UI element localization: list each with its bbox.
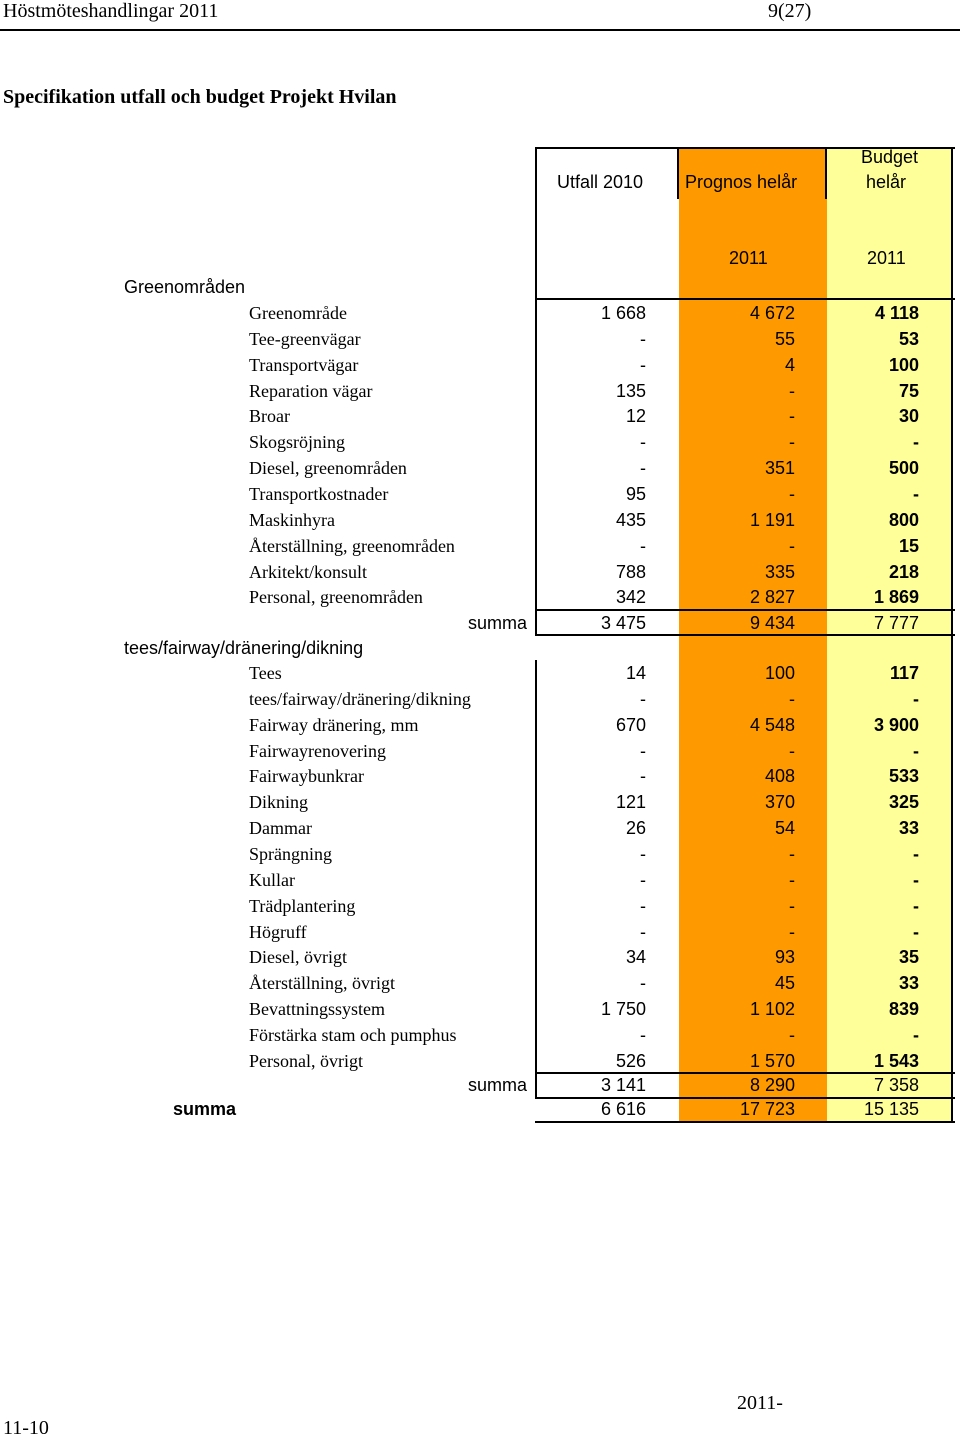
row-budget-value: 533 — [888, 766, 919, 786]
section-summa-prognos: 9 434 — [749, 613, 795, 633]
row-label: Diesel, greenområden — [249, 458, 407, 478]
row-budget-value: 325 — [888, 792, 919, 812]
row-budget-value: - — [913, 844, 919, 864]
row-prognos-value: - — [789, 896, 795, 916]
row-prognos-value: - — [789, 689, 795, 709]
row-prognos-value: - — [789, 870, 795, 890]
column-header-prognos-year: 2011 — [729, 248, 768, 268]
row-utfall-value: 14 — [625, 663, 646, 683]
row-prognos-value: 54 — [774, 818, 795, 838]
row-utfall-value: - — [640, 741, 646, 761]
row-budget-value: 33 — [898, 818, 919, 838]
total-budget: 15 135 — [863, 1099, 919, 1119]
row-budget-value: - — [913, 896, 919, 916]
row-prognos-value: - — [789, 406, 795, 426]
row-prognos-value: - — [789, 432, 795, 452]
row-utfall-value: - — [640, 536, 646, 556]
row-budget-value: - — [913, 484, 919, 504]
row-budget-value: - — [913, 741, 919, 761]
table-border-left — [535, 147, 537, 299]
section-summa-budget: 7 358 — [873, 1075, 919, 1095]
row-utfall-value: 135 — [615, 381, 646, 401]
document-title: Höstmöteshandlingar 2011 — [3, 0, 219, 22]
row-utfall-value: - — [640, 844, 646, 864]
row-label: Högruff — [249, 922, 307, 942]
row-budget-value: 117 — [889, 663, 919, 683]
row-prognos-value: 370 — [764, 792, 795, 812]
row-utfall-value: - — [640, 355, 646, 375]
row-label: Kullar — [249, 870, 295, 890]
row-budget-value: - — [913, 432, 919, 452]
row-prognos-value: 4 672 — [749, 303, 795, 323]
row-label: Diesel, övrigt — [249, 947, 347, 967]
total-bottom-line — [535, 1121, 955, 1123]
row-label: Återställning, greenområden — [249, 536, 455, 556]
row-label: Transportkostnader — [249, 484, 389, 504]
row-budget-value: 500 — [888, 458, 919, 478]
row-prognos-value: 45 — [774, 973, 795, 993]
row-utfall-value: - — [640, 329, 646, 349]
row-prognos-value: - — [789, 536, 795, 556]
row-utfall-value: - — [640, 689, 646, 709]
row-utfall-value: - — [640, 766, 646, 786]
section-summa-label: summa — [468, 613, 528, 633]
page-number: 9(27) — [768, 0, 812, 22]
row-budget-value: 30 — [898, 406, 919, 426]
row-utfall-value: 1 668 — [600, 303, 646, 323]
column-header-utfall: Utfall 2010 — [557, 172, 644, 192]
column-header-budget-line1: Budget — [861, 147, 919, 167]
header-divider — [0, 29, 960, 31]
row-budget-value: 1 543 — [873, 1051, 919, 1071]
row-utfall-value: - — [640, 922, 646, 942]
row-utfall-value: 95 — [625, 484, 646, 504]
footer-year: 2011- — [737, 1392, 783, 1414]
row-prognos-value: 408 — [764, 766, 795, 786]
section-divider-top — [535, 298, 955, 300]
row-budget-value: 3 900 — [873, 715, 919, 735]
row-budget-value: 218 — [888, 562, 919, 582]
row-prognos-value: 4 — [784, 355, 795, 375]
row-label: Broar — [249, 406, 290, 426]
row-label: Maskinhyra — [249, 510, 335, 530]
row-utfall-value: - — [640, 973, 646, 993]
row-label: Fairway dränering, mm — [249, 715, 419, 735]
row-label: Förstärka stam och pumphus — [249, 1025, 457, 1045]
section-summa-prognos: 8 290 — [749, 1075, 795, 1095]
footer-date: 11-10 — [3, 1417, 49, 1439]
row-budget-value: 53 — [898, 329, 919, 349]
row-label: Återställning, övrigt — [249, 973, 395, 993]
header-divider-2 — [825, 147, 827, 199]
row-utfall-value: - — [640, 458, 646, 478]
row-prognos-value: - — [789, 922, 795, 942]
row-label: Trädplantering — [249, 896, 356, 916]
row-budget-value: 1 869 — [873, 587, 919, 607]
row-utfall-value: 34 — [625, 947, 646, 967]
row-prognos-value: 2 827 — [749, 587, 795, 607]
row-prognos-value: - — [789, 1025, 795, 1045]
column-header-budget-line2: helår — [866, 172, 907, 192]
total-utfall: 6 616 — [600, 1099, 646, 1119]
row-utfall-value: 26 — [625, 818, 646, 838]
row-prognos-value: 335 — [764, 562, 795, 582]
row-utfall-value: 12 — [625, 406, 646, 426]
row-label: Bevattningssystem — [249, 999, 385, 1019]
section-title: Greenområden — [124, 277, 246, 297]
row-label: Greenområde — [249, 303, 347, 323]
row-budget-value: 35 — [898, 947, 919, 967]
row-label: Sprängning — [249, 844, 332, 864]
summa1-bottom-line — [535, 634, 955, 636]
row-budget-value: - — [913, 922, 919, 942]
row-label: Personal, greenområden — [249, 587, 423, 607]
row-prognos-value: 1 191 — [749, 510, 795, 530]
row-budget-value: 15 — [898, 536, 919, 556]
row-prognos-value: 351 — [764, 458, 795, 478]
row-budget-value: 4 118 — [874, 303, 919, 323]
row-budget-value: 100 — [888, 355, 919, 375]
summa1-top-line — [535, 609, 955, 611]
row-label: Reparation vägar — [249, 381, 373, 401]
row-prognos-value: 1 570 — [749, 1051, 795, 1071]
row-budget-value: - — [913, 689, 919, 709]
row-utfall-value: 1 750 — [600, 999, 646, 1019]
section-title: tees/fairway/dränering/dikning — [124, 638, 364, 658]
row-utfall-value: 342 — [615, 587, 646, 607]
row-label: Arkitekt/konsult — [249, 562, 367, 582]
total-summa-label: summa — [173, 1099, 237, 1119]
row-prognos-value: - — [789, 844, 795, 864]
row-utfall-value: - — [640, 896, 646, 916]
row-prognos-value: - — [789, 484, 795, 504]
row-utfall-value: 670 — [615, 715, 646, 735]
row-prognos-value: - — [789, 381, 795, 401]
row-utfall-value: - — [640, 870, 646, 890]
row-prognos-value: 100 — [764, 663, 795, 683]
row-prognos-value: - — [789, 741, 795, 761]
section-summa-budget: 7 777 — [873, 613, 919, 633]
column-header-budget-year: 2011 — [867, 248, 906, 268]
total-prognos: 17 723 — [739, 1099, 795, 1119]
row-budget-value: 33 — [898, 973, 919, 993]
row-label: Skogsröjning — [249, 432, 346, 452]
row-prognos-value: 1 102 — [749, 999, 795, 1019]
row-utfall-value: 435 — [615, 510, 646, 530]
row-utfall-value: 788 — [615, 562, 646, 582]
row-budget-value: 839 — [888, 999, 919, 1019]
section-summa-utfall: 3 475 — [600, 613, 646, 633]
row-label: Tees — [249, 663, 282, 683]
row-label: Transportvägar — [249, 355, 359, 375]
row-budget-value: - — [913, 870, 919, 890]
row-label: Tee-greenvägar — [249, 329, 361, 349]
row-utfall-value: 121 — [615, 792, 646, 812]
column-header-prognos: Prognos helår — [685, 172, 798, 192]
row-label: Personal, övrigt — [249, 1051, 363, 1071]
row-utfall-value: - — [640, 1025, 646, 1045]
row-label: Dammar — [249, 818, 312, 838]
row-prognos-value: 55 — [774, 329, 795, 349]
row-budget-value: - — [913, 1025, 919, 1045]
header-divider-1 — [677, 147, 679, 199]
row-prognos-value: 93 — [774, 947, 795, 967]
row-label: Fairwaybunkrar — [249, 766, 364, 786]
row-budget-value: 75 — [898, 381, 919, 401]
row-utfall-value: - — [640, 432, 646, 452]
section-summa-label: summa — [468, 1075, 528, 1095]
page-title: Specifikation utfall och budget Projekt Hvilan — [3, 86, 397, 108]
section-summa-utfall: 3 141 — [600, 1075, 646, 1095]
row-label: Dikning — [249, 792, 309, 812]
summa2-top-line — [535, 1072, 955, 1074]
row-utfall-value: 526 — [615, 1051, 646, 1071]
row-label: Fairwayrenovering — [249, 741, 386, 761]
row-budget-value: 800 — [888, 510, 919, 530]
row-label: tees/fairway/dränering/dikning — [249, 689, 471, 709]
row-prognos-value: 4 548 — [749, 715, 795, 735]
